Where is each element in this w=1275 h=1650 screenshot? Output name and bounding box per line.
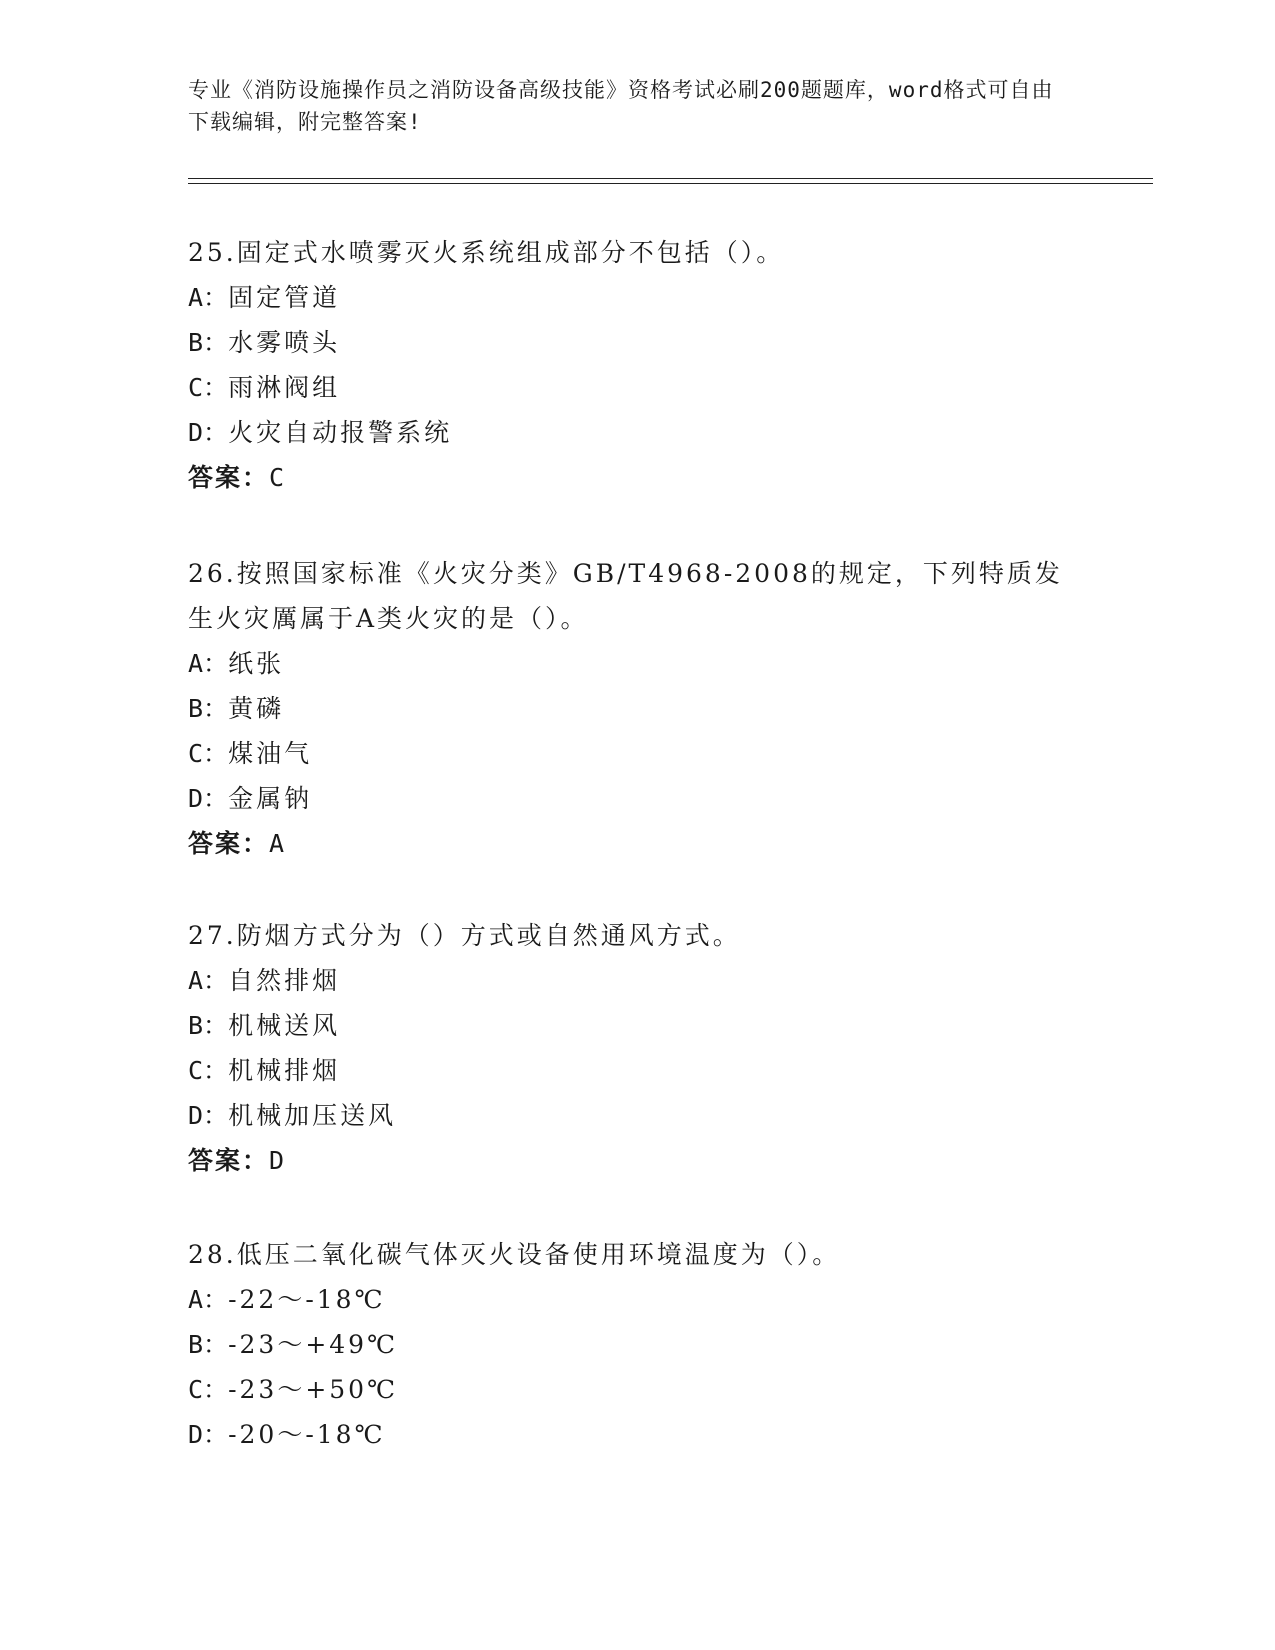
option-letter: D： bbox=[188, 1420, 229, 1449]
option-a bbox=[188, 958, 1068, 1003]
option-a bbox=[188, 1277, 1068, 1322]
option-text: 煤油气 bbox=[228, 739, 313, 768]
option-letter: C： bbox=[188, 739, 229, 768]
option-letter: B： bbox=[188, 1330, 229, 1359]
option-letter: B： bbox=[188, 694, 229, 723]
option-a bbox=[188, 641, 1068, 686]
option-text: 水雾喷头 bbox=[228, 328, 341, 357]
answer-line bbox=[188, 821, 1068, 866]
option-a bbox=[188, 275, 1068, 320]
option-letter: C： bbox=[188, 373, 229, 402]
question-stem bbox=[188, 1232, 1068, 1277]
question-number: 26. bbox=[188, 559, 237, 588]
option-letter: B： bbox=[188, 1011, 229, 1040]
question-stem bbox=[188, 551, 1068, 641]
option-d bbox=[188, 1412, 1068, 1457]
question-text: 防烟方式分为（）方式或自然通风方式。 bbox=[236, 921, 741, 950]
option-text: 火灾自动报警系统 bbox=[228, 418, 453, 447]
document-header: 专业《消防设施操作员之消防设备高级技能》资格考试必刷200题题库，word格式可自由下载编辑，附完整答案! bbox=[188, 78, 1054, 134]
option-b bbox=[188, 1003, 1068, 1048]
question-text: 固定式水喷雾灭火系统组成部分不包括（）。 bbox=[236, 238, 785, 267]
question-25 bbox=[188, 230, 1068, 500]
option-c bbox=[188, 1048, 1068, 1093]
option-letter: A： bbox=[188, 966, 229, 995]
option-text: 机械排烟 bbox=[228, 1056, 341, 1085]
option-b bbox=[188, 320, 1068, 365]
question-text: 低压二氧化碳气体灭火设备使用环境温度为（）。 bbox=[236, 1240, 841, 1269]
question-number: 28. bbox=[188, 1240, 237, 1269]
option-letter: D： bbox=[188, 1101, 229, 1130]
option-text: -22～-18℃ bbox=[228, 1285, 386, 1314]
option-b bbox=[188, 1322, 1068, 1367]
question-27 bbox=[188, 913, 1068, 1183]
option-text: 固定管道 bbox=[228, 283, 341, 312]
answer-line bbox=[188, 455, 1068, 500]
question-stem bbox=[188, 913, 1068, 958]
option-letter: A： bbox=[188, 1285, 229, 1314]
option-b bbox=[188, 686, 1068, 731]
option-c bbox=[188, 1367, 1068, 1412]
option-letter: A： bbox=[188, 283, 229, 312]
option-d bbox=[188, 776, 1068, 821]
option-letter: D： bbox=[188, 418, 229, 447]
option-d bbox=[188, 410, 1068, 455]
option-c bbox=[188, 365, 1068, 410]
option-text: 金属钠 bbox=[228, 784, 313, 813]
answer-value: D bbox=[269, 1146, 285, 1175]
answer-value: C bbox=[269, 463, 285, 492]
question-number: 25. bbox=[188, 238, 237, 267]
answer-value: A bbox=[269, 829, 285, 858]
option-letter: C： bbox=[188, 1056, 229, 1085]
answer-label: 答案： bbox=[188, 1146, 270, 1175]
option-letter: D： bbox=[188, 784, 229, 813]
option-letter: B： bbox=[188, 328, 229, 357]
option-c bbox=[188, 731, 1068, 776]
option-text: -23～+50℃ bbox=[228, 1375, 399, 1404]
option-text: -23～+49℃ bbox=[228, 1330, 399, 1359]
option-text: 自然排烟 bbox=[228, 966, 341, 995]
option-text: 纸张 bbox=[228, 649, 285, 678]
header-divider-bottom bbox=[188, 183, 1153, 184]
option-d bbox=[188, 1093, 1068, 1138]
option-text: 机械送风 bbox=[228, 1011, 341, 1040]
answer-label: 答案： bbox=[188, 829, 270, 858]
option-text: 黄磷 bbox=[228, 694, 285, 723]
question-text: 按照国家标准《火灾分类》GB/T4968-2008的规定，下列特质发生火灾厲属于A类火灾的是（）。 bbox=[188, 559, 1063, 633]
answer-label: 答案： bbox=[188, 463, 270, 492]
question-28 bbox=[188, 1232, 1068, 1457]
question-26 bbox=[188, 551, 1068, 866]
option-letter: C： bbox=[188, 1375, 229, 1404]
option-text: 雨淋阀组 bbox=[228, 373, 341, 402]
question-stem bbox=[188, 230, 1068, 275]
question-number: 27. bbox=[188, 921, 237, 950]
option-text: 机械加压送风 bbox=[228, 1101, 397, 1130]
header-divider-top bbox=[188, 178, 1153, 179]
option-text: -20～-18℃ bbox=[228, 1420, 386, 1449]
option-letter: A： bbox=[188, 649, 229, 678]
answer-line bbox=[188, 1138, 1068, 1183]
